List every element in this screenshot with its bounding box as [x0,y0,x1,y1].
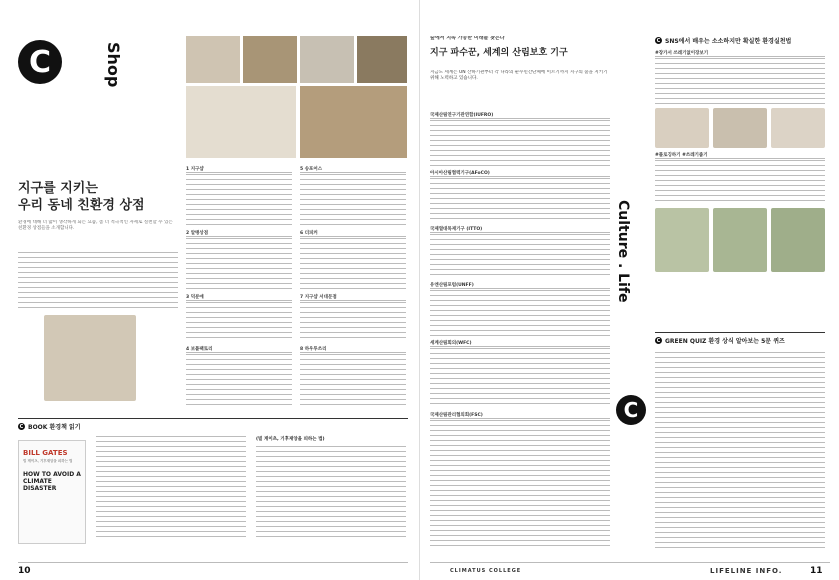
shop-item-2-body [186,238,292,290]
org-5-body [430,348,610,408]
quiz-section-label: GREEN QUIZ 환경 상식 알아보는 5문 퀴즈 [665,338,785,345]
intro-body-lines [18,252,178,312]
page-number-right: 11 [810,566,823,576]
sns-tag-1-body [655,58,825,104]
book-section-head [18,422,81,431]
shop-photo-3 [300,36,354,83]
book-divider [18,418,408,419]
footer-line-right [430,562,830,563]
shop-item-7-title: 7 지구샵 서대문점 [300,294,406,301]
shop-photo-2 [243,36,297,83]
sns-tag-2-body [655,160,825,204]
right-page [420,0,839,580]
headline-line-2: 우리 동네 친환경 상점 [18,198,145,213]
shop-item-3-title: 3 덕분애 [186,294,292,301]
kicker: 숲에서 지속 가능한 미래를 찾는다 [430,36,505,41]
shop-item-1-body [186,174,292,226]
quiz-divider [655,332,825,333]
shop-item-2-title: 2 알맹상점 [186,230,292,237]
logo-circle-c [18,40,62,84]
shop-item-8-body [300,354,406,406]
footer-right: LIFELINE INFO. [710,567,783,575]
org-1-title: 국제산림연구기관연합(IUFRO) [430,112,610,119]
produce-bag-photo-2 [713,108,767,148]
book-title: HOW TO AVOID A CLIMATE DISASTER [23,471,81,492]
right-headline: 지구 파수꾼, 세계의 산림보호 기구 [430,48,568,58]
produce-bag-photo-3 [771,108,825,148]
org-6-body [430,420,610,550]
shop-photo-6 [300,86,407,158]
book-author: BILL GATES [23,449,68,457]
c-bullet-icon: C [656,337,661,344]
shop-sign-photo [44,315,136,401]
book-body-col-2 [256,446,406,540]
shop-item-4-title: 4 보틀팩토리 [186,346,292,353]
shop-item-5-body [300,174,406,226]
book-cover [18,440,86,544]
logo-circle-c-right: C [616,395,646,425]
org-3-title: 국제열대목재기구 (ITTO) [430,226,610,233]
sns-tag-1: #장가서 쓰레기없이장보기 [655,50,825,57]
org-6-title: 국제산림관리협의회(FSC) [430,412,610,419]
sns-tag-2: #플로깅하기 #쓰레기줍기 [655,152,825,159]
org-2-title: 아시아산림협력기구(AFoCO) [430,170,610,177]
org-3-body [430,234,610,278]
book-subtitle: 빌 게이츠, 기후재앙을 피하는 법 [23,459,73,463]
logo-letter: C [28,44,52,80]
intro-text: 환경에 대해 더 많이 생각하게 되는 요즘, 좀 더 적극적인 자세로 실천할 수 있는 친환경 상점들을 소개합니다. [18,220,173,231]
shop-photo-4 [357,36,407,83]
plogging-photo-1 [655,208,709,272]
right-lead: 지금도 세계는 UN 산하기관부터 각 나라의 순수민간단체에 이르기까지 지구의 숲을 지키기 위해 노력하고 있습니다. [430,70,608,81]
sns-section-head [655,36,791,45]
org-4-body [430,290,610,336]
book-body-col-1 [96,436,246,540]
shop-photo-5 [186,86,296,158]
plogging-photo-2 [713,208,767,272]
headline [18,180,145,214]
book-feature-title: (빌 게이츠, 기후재앙을 피하는 법) [256,437,325,442]
book-section-label: BOOK 환경책 읽기 [28,424,81,431]
shop-photo-1 [186,36,240,83]
footer-line-left [18,562,408,563]
page-number-left: 10 [18,566,31,576]
section-title-shop: Shop [104,42,123,88]
produce-bag-photo-1 [655,108,709,148]
quiz-body [655,352,825,548]
shop-item-6-body [300,238,406,290]
plogging-photo-3 [771,208,825,272]
c-bullet-icon: C [19,423,24,430]
org-1-body [430,120,610,166]
section-title-culture-life: Culture . Life [615,200,631,303]
shop-item-7-body [300,302,406,342]
org-4-title: 유엔산림포럼(UNFF) [430,282,610,289]
shop-item-5-title: 5 송포어스 [300,166,406,173]
org-2-body [430,178,610,222]
shop-item-6-title: 6 더피커 [300,230,406,237]
headline-line-1: 지구를 지키는 [18,181,98,196]
shop-item-8-title: 8 하우투쓰리 [300,346,406,353]
shop-item-4-body [186,354,292,406]
c-bullet-icon: C [656,37,661,44]
shop-item-3-body [186,302,292,342]
footer-center: CLIMATUS COLLEGE [450,568,522,574]
quiz-section-head [655,336,785,345]
shop-item-1-title: 1 지구샵 [186,166,292,173]
sns-section-label: SNS에서 배우는 소소하지만 확실한 환경실천법 [665,38,792,45]
org-5-title: 세계산림회의(WFC) [430,340,610,347]
